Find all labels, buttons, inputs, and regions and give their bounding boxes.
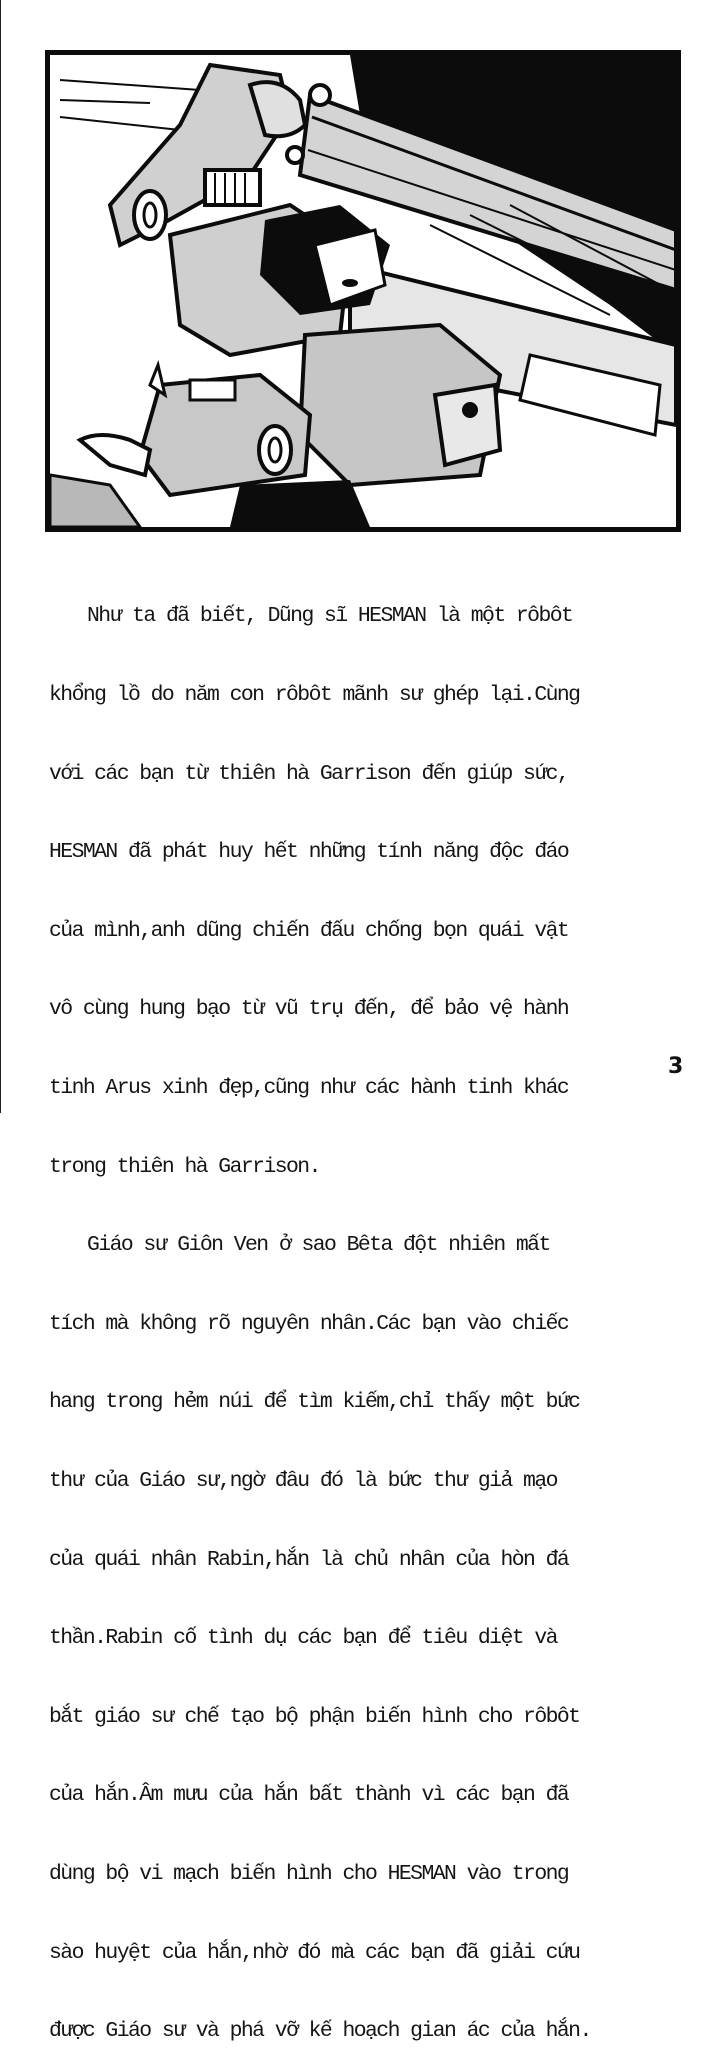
text-line: Như ta đã biết, Dũng sĩ HESMAN là một rôbôt	[87, 604, 573, 629]
text-line: của mình,anh dũng chiến đấu chống bọn quái vật	[49, 918, 569, 943]
text-line: Giáo sư Giôn Ven ở sao Bêta đột nhiên mất	[87, 1233, 550, 1258]
text-line: dùng bộ vi mạch biến hình cho HESMAN vào trong	[49, 1861, 569, 1886]
text-line: bắt giáo sư chế tạo bộ phận biến hình cho rôbôt	[49, 1704, 580, 1729]
comic-panel-illustration	[45, 50, 681, 532]
text-line: vô cùng hung bạo từ vũ trụ đến, để bảo vệ hành	[49, 997, 569, 1022]
page-edge-line	[0, 0, 1, 1113]
text-line: thư của Giáo sư,ngờ đâu đó là bức thư giả mạo	[49, 1468, 557, 1493]
story-text	[49, 551, 709, 2070]
text-line: của hắn.Âm mưu của hắn bất thành vì các bạn đã	[49, 1783, 569, 1808]
text-line: sào huyệt của hắn,nhờ đó mà các bạn đã giải cứu	[49, 1940, 580, 1965]
text-line: tích mà không rõ nguyên nhân.Các bạn vào chiếc	[49, 1311, 569, 1336]
text-line: của quái nhân Rabin,hắn là chủ nhân của hòn đá	[49, 1547, 569, 1572]
text-line: hang trong hẻm núi để tìm kiếm,chỉ thấy một bức	[49, 1390, 580, 1415]
text-line: được Giáo sư và phá vỡ kế hoạch gian ác của hắn.	[49, 2019, 591, 2044]
page-number: 3	[668, 1054, 684, 1079]
text-line: tinh Arus xinh đẹp,cũng như các hành tinh khác	[49, 1075, 569, 1100]
text-line: HESMAN đã phát huy hết những tính năng độc đáo	[49, 840, 569, 865]
text-line: thần.Rabin cố tình dụ các bạn để tiêu diệt và	[49, 1626, 557, 1651]
text-line: khổng lồ do năm con rôbôt mãnh sư ghép lại.Cùng	[49, 683, 580, 707]
text-line: với các bạn từ thiên hà Garrison đến giúp sức,	[49, 761, 569, 786]
text-line: trong thiên hà Garrison.	[49, 1154, 320, 1179]
robot-illustration	[50, 55, 676, 527]
